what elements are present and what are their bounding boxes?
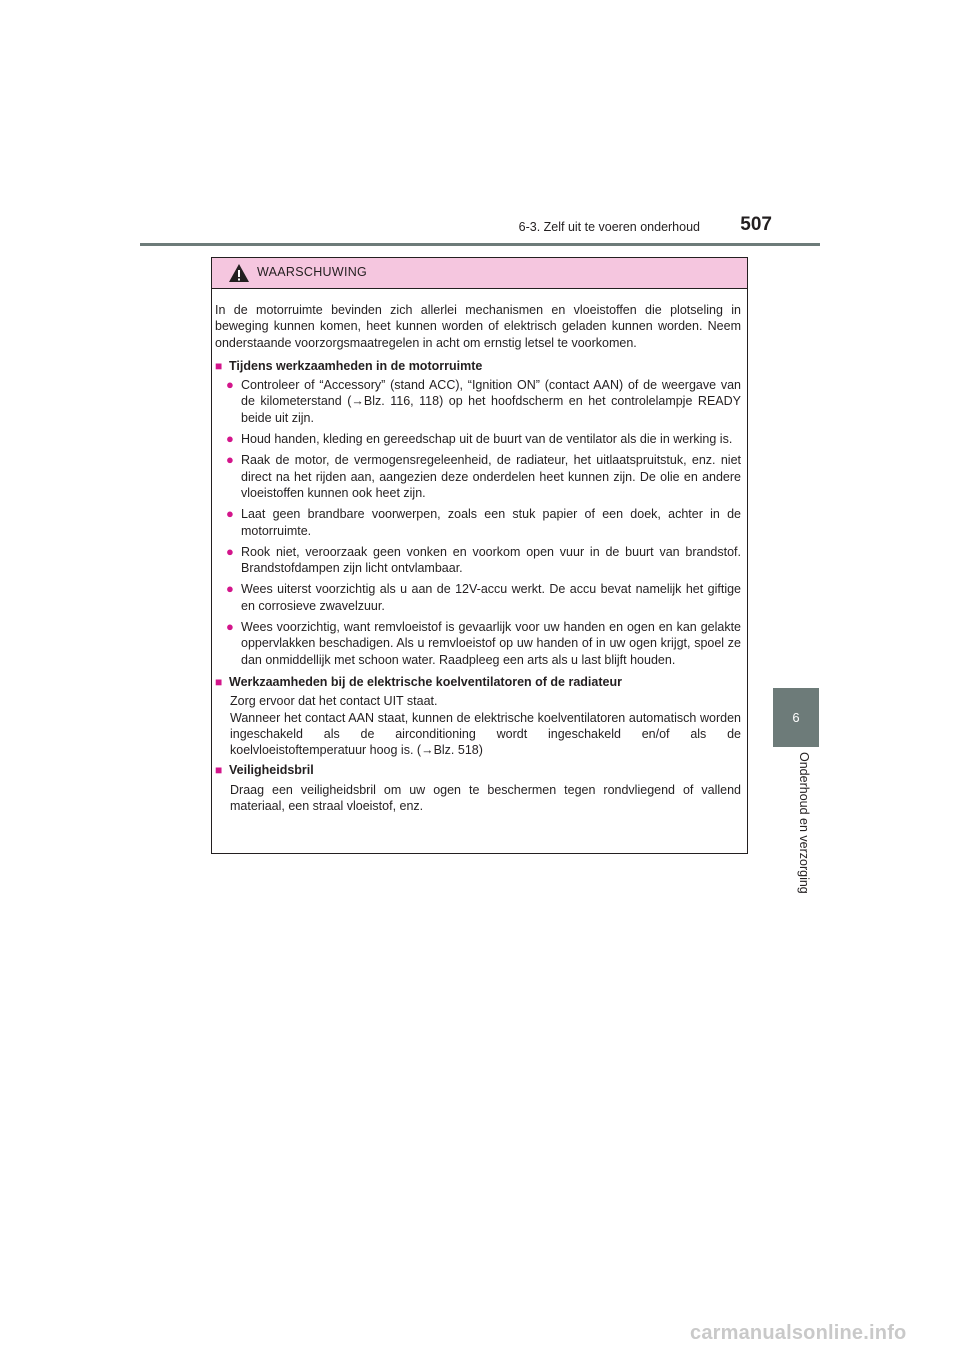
- list-item: ● Wees voorzichtig, want remvloeistof is gevaarlijk voor uw handen en ogen en kan gelakte oppervlakken beschadigen. Als u remvloeistof op uw handen of in uw ogen krijgt, spoel ze dan onmiddellijk met schoon water. Raadpleeg een arts als u last blijft houden.: [215, 619, 741, 668]
- chapter-tab: 6: [773, 688, 819, 747]
- circle-bullet-icon: ●: [226, 452, 234, 468]
- section-safety-glasses: [215, 762, 741, 814]
- circle-bullet-icon: ●: [226, 581, 234, 597]
- warning-title: WAARSCHUWING: [257, 265, 368, 279]
- section-heading: ■ Tijdens werkzaamheden in de motorruimte: [215, 358, 483, 373]
- list-item: ● Wees uiterst voorzichtig als u aan de 12V-accu werkt. De accu bevat namelijk het giftige en corrosieve zwavelzuur.: [215, 581, 741, 614]
- list-item: ● Rook niet, veroorzaak geen vonken en voorkom open vuur in de buurt van brandstof. Brandstofdampen zijn licht ontvlambaar.: [215, 544, 741, 577]
- list-item: ● Laat geen brandbare voorwerpen, zoals een stuk papier of een doek, achter in de motorruimte.: [215, 506, 741, 539]
- section-heading: ■ Werkzaamheden bij de elektrische koelventilatoren of de radiateur: [215, 674, 622, 689]
- section-title: 6-3. Zelf uit te voeren onderhoud: [518, 220, 700, 234]
- section-engine-work: [215, 358, 741, 668]
- list-item: ● Houd handen, kleding en gereedschap uit de buurt van de ventilator als die in werking is.: [215, 431, 741, 447]
- warning-intro: In de motorruimte bevinden zich allerlei mechanismen en vloeistoffen die plotseling in beweging kunnen komen, heet kunnen worden of elektrisch geladen kunnen worden. Neem onderstaande voorzorgsmaatregelen in acht om ernstig letsel te voorkomen.: [215, 303, 741, 350]
- section-text: Draag een veiligheidsbril om uw ogen te beschermen tegen rondvliegend of vallend materiaal, een straal vloeistof, enz.: [230, 782, 741, 814]
- section-cooling-fans: [215, 674, 741, 758]
- list-item: ● Controleer of “Accessory” (stand ACC), “Ignition ON” (contact AAN) of de weergave van de kilometerstand (→Blz. 116, 118) op het hoofdscherm en het controlelampje READY beide uit zijn.: [215, 377, 741, 426]
- header-rule: [140, 243, 820, 246]
- section-text: Zorg ervoor dat het contact UIT staat. Wanneer het contact AAN staat, kunnen de elektrische koelventilatoren automatisch worden ingeschakeld als de airconditioning wordt ingeschakeld en/of als de koelvloeistoftemperatuur hoog is. (→Blz. 518): [230, 694, 741, 758]
- bullet-list: [215, 377, 741, 668]
- list-item: ● Raak de motor, de vermogensregeleenheid, de radiateur, het uitlaatspruitstuk, enz. niet direct na het rijden aan, aangezien deze onderdelen heet kunnen zijn. De olie en andere vloeistoffen kunnen ook heet zijn.: [215, 452, 741, 501]
- warning-box: [211, 257, 748, 854]
- watermark: carmanualsonline.info: [690, 1322, 907, 1344]
- square-bullet-icon: ■: [215, 674, 223, 689]
- section-heading: ■ Veiligheidsbril: [215, 763, 314, 778]
- warning-triangle-icon: [228, 263, 250, 283]
- chapter-title: Onderhoud en verzorging: [797, 752, 811, 894]
- page-number: 507: [740, 214, 772, 235]
- warning-body: [212, 289, 747, 814]
- circle-bullet-icon: ●: [226, 506, 234, 522]
- circle-bullet-icon: ●: [226, 619, 234, 635]
- circle-bullet-icon: ●: [226, 377, 234, 393]
- circle-bullet-icon: ●: [226, 543, 234, 559]
- warning-header: [212, 258, 747, 289]
- square-bullet-icon: ■: [215, 358, 223, 373]
- square-bullet-icon: ■: [215, 763, 223, 778]
- circle-bullet-icon: ●: [226, 431, 234, 447]
